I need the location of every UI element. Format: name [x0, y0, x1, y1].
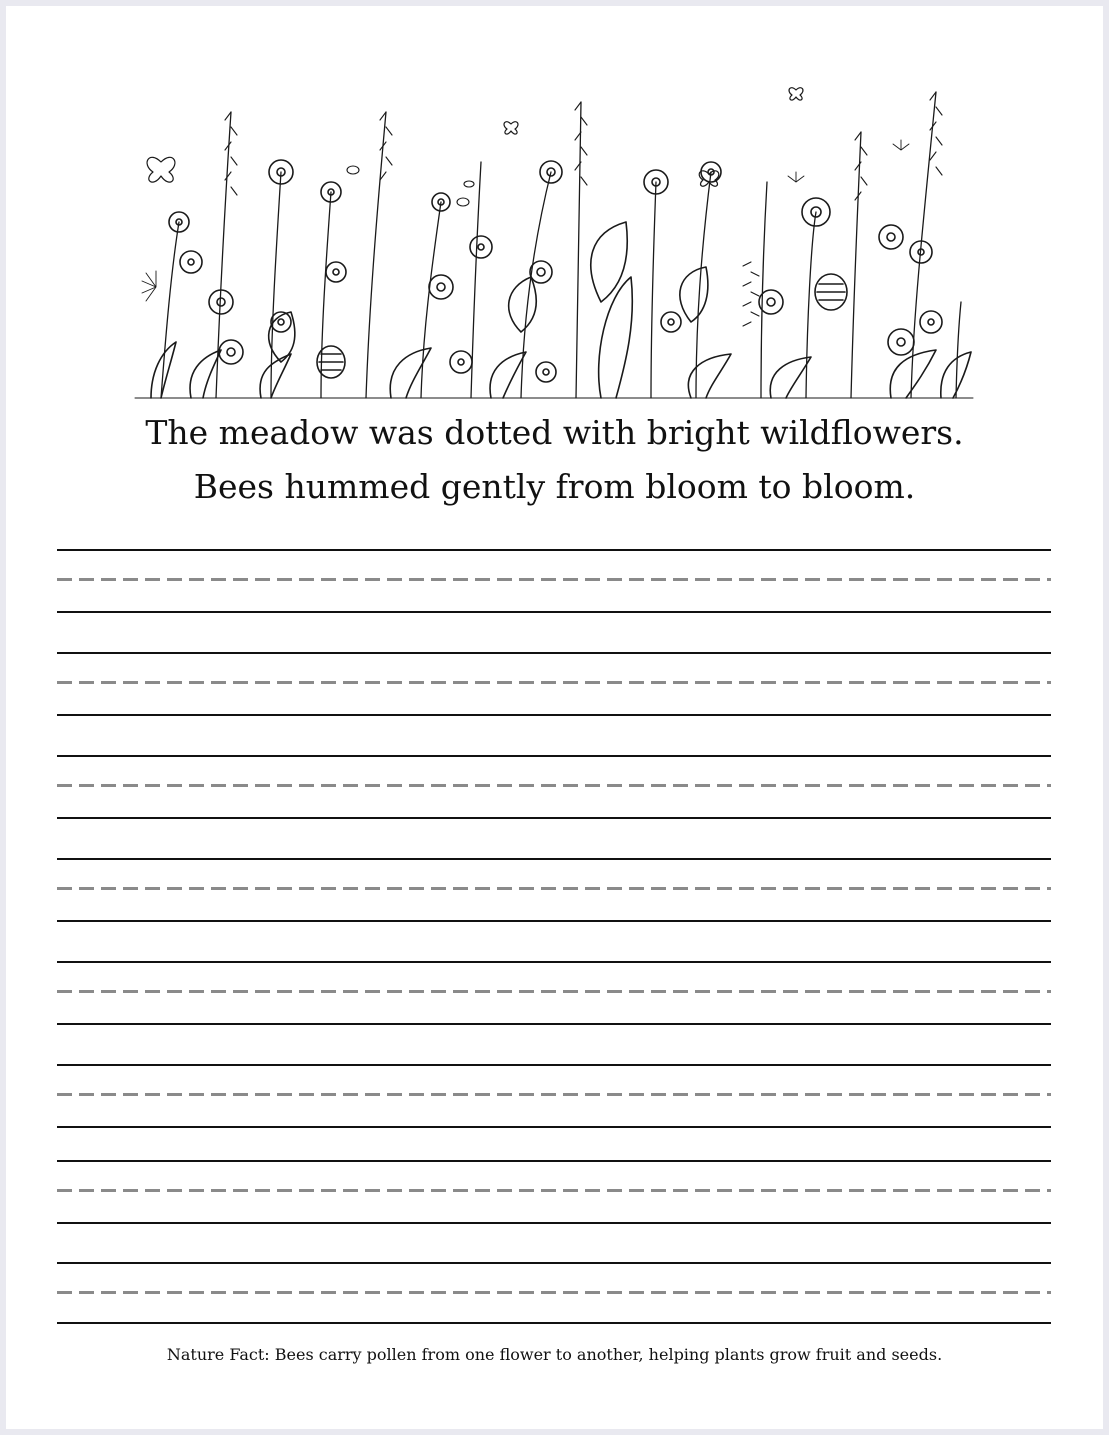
writing-mid-line	[57, 1189, 1051, 1192]
writing-top-line	[57, 549, 1051, 551]
writing-top-line	[57, 1262, 1051, 1264]
writing-top-line	[57, 1160, 1051, 1162]
writing-mid-line	[57, 1093, 1051, 1096]
blossom-icon	[169, 160, 942, 382]
dandelion-icon	[142, 140, 909, 301]
clover-icon	[317, 274, 847, 378]
nature-fact: Nature Fact: Bees carry pollen from one flower to another, helping plants grow fruit and seeds.	[166, 1345, 943, 1364]
writing-mid-line	[57, 1291, 1051, 1294]
flower-stems-icon	[161, 92, 961, 398]
writing-mid-line	[57, 887, 1051, 890]
copy-sentence-line-1: The meadow was dotted with bright wildflowers.	[145, 413, 964, 452]
writing-base-line	[57, 1023, 1051, 1025]
writing-mid-line	[57, 681, 1051, 684]
grass-spike-icon	[225, 92, 942, 326]
wildflower-illustration	[131, 72, 977, 400]
writing-base-line	[57, 817, 1051, 819]
writing-base-line	[57, 1322, 1051, 1324]
writing-top-line	[57, 1064, 1051, 1066]
writing-top-line	[57, 652, 1051, 654]
butterfly-icon	[147, 88, 803, 187]
writing-base-line	[57, 611, 1051, 613]
writing-mid-line	[57, 990, 1051, 993]
writing-top-line	[57, 755, 1051, 757]
writing-mid-line	[57, 578, 1051, 581]
writing-base-line	[57, 920, 1051, 922]
writing-base-line	[57, 714, 1051, 716]
bee-icon	[347, 166, 474, 206]
writing-mid-line	[57, 784, 1051, 787]
writing-top-line	[57, 961, 1051, 963]
writing-base-line	[57, 1222, 1051, 1224]
writing-base-line	[57, 1126, 1051, 1128]
copy-sentence-line-2: Bees hummed gently from bloom to bloom.	[193, 467, 916, 506]
writing-top-line	[57, 858, 1051, 860]
leaf-icon	[269, 222, 708, 362]
